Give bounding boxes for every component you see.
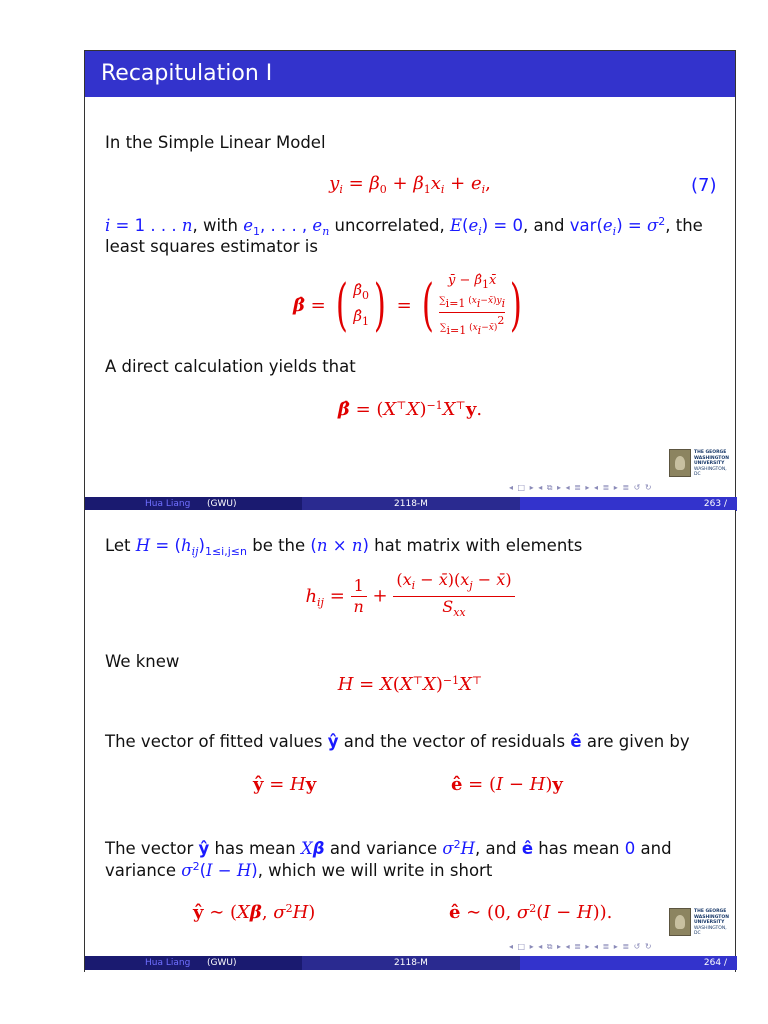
linear-model-equation: $y_i = \beta_0 + \beta_1x_i + e_i$, (329, 173, 491, 196)
nav-align-icon[interactable]: ≣ (622, 942, 631, 951)
mean-variance-line-2: variance $\sigma^2(I - H)$, which we will write in short (105, 860, 493, 880)
footer-institution: (GWU) (207, 958, 237, 968)
hat-element-equation: $h_{ij}$ = $\frac{1}{n}$ + $\frac{(x_i - x̄)(x_j - x̄)}{S_{xx}}$ (85, 570, 735, 622)
beamer-nav-bar[interactable] (509, 483, 653, 493)
assumptions-line-1: i = 1 . . . n, with $e_1$, . . . , $e_n$ uncorrelated, $E(e_i) = 0$, and $var(e_i) = \sigma^2$, the (105, 215, 703, 238)
direct-calc-text: A direct calculation yields that (105, 357, 356, 376)
slide-263 (84, 50, 736, 510)
footer-page-number: 263 / (520, 497, 737, 511)
hat-matrix-equation: $H = X(X^⊤X)^{-1}X^⊤$ (337, 674, 483, 695)
footer-author: Hua Liang (145, 958, 191, 968)
residual-equation: ê = (I − H)y (451, 774, 563, 795)
nav-doc-icon[interactable]: ◂ ≣ ▸ (594, 942, 619, 951)
nav-doc-icon[interactable]: ◂ ≣ ▸ (594, 483, 619, 492)
ols-matrix-equation: β̂ = $(X^⊤X)^{-1}X^⊤y$. (337, 399, 483, 420)
nav-align-icon[interactable]: ≣ (622, 483, 631, 492)
fitted-residuals-text: The vector of fitted values ŷ and the vector of residuals ê are given by (105, 732, 690, 751)
fitted-distribution: ŷ ∼ (Xβ, $\sigma^2H$) (193, 902, 316, 923)
residual-distribution: ê ∼ (0, $\sigma^2(I - H)$). (449, 902, 613, 923)
intro-text: In the Simple Linear Model (105, 133, 326, 152)
footer-course: 2118-M (302, 497, 520, 511)
nav-search-icon[interactable]: ↺ ↻ (633, 483, 653, 492)
slide-264 (84, 510, 736, 972)
nav-frame-icon[interactable]: ◂ □ ▸ (509, 483, 535, 492)
fitted-equation: ŷ = Hy (253, 774, 317, 795)
nav-search-icon[interactable]: ↺ ↻ (633, 942, 653, 951)
beta-hat-estimator: β̂ = ( $\betâ_0$ $\betâ_1$) = ( ȳ − $\betâ_1x̄$ ∑i=1 (xi−x̄)yi ∑i=1 (xi−x̄)2 ) (292, 273, 523, 338)
gwu-logo-2: THE GEORGE WASHINGTON UNIVERSITY WASHINGTON, DC (669, 908, 733, 936)
nav-subsection-icon[interactable]: ◂ ⧉ ▸ (538, 483, 563, 492)
footer-author: Hua Liang (145, 499, 191, 509)
nav-section-icon[interactable]: ◂ ≣ ▸ (565, 483, 591, 492)
mean-variance-line-1: The vector ŷ has mean Xβ and variance $\sigma^2H$, and ê has mean 0 and (105, 838, 672, 858)
nav-section-icon[interactable]: ◂ ≣ ▸ (565, 942, 591, 951)
nav-subsection-icon[interactable]: ◂ ⧉ ▸ (538, 942, 563, 951)
gwu-seal-icon (669, 449, 691, 477)
equation-number: (7) (691, 175, 717, 196)
slide-footer-2 (85, 956, 735, 970)
beamer-nav-bar-2[interactable] (509, 942, 653, 952)
footer-course: 2118-M (302, 956, 520, 970)
gwu-seal-icon (669, 908, 691, 936)
hat-matrix-intro: Let $H = (h_{ij})_{1\le i,j\le n}$ be the (n × n) hat matrix with elements (105, 536, 583, 558)
nav-frame-icon[interactable]: ◂ □ ▸ (509, 942, 535, 951)
assumptions-line-2: least squares estimator is (105, 237, 318, 256)
slide-footer (85, 497, 735, 511)
gwu-logo: THE GEORGE WASHINGTON UNIVERSITY WASHINGTON, DC (669, 449, 733, 477)
we-knew-text: We knew (105, 652, 180, 671)
footer-page-number: 264 / (520, 956, 737, 970)
footer-institution: (GWU) (207, 499, 237, 509)
slide-title: Recapitulation I (85, 51, 735, 97)
